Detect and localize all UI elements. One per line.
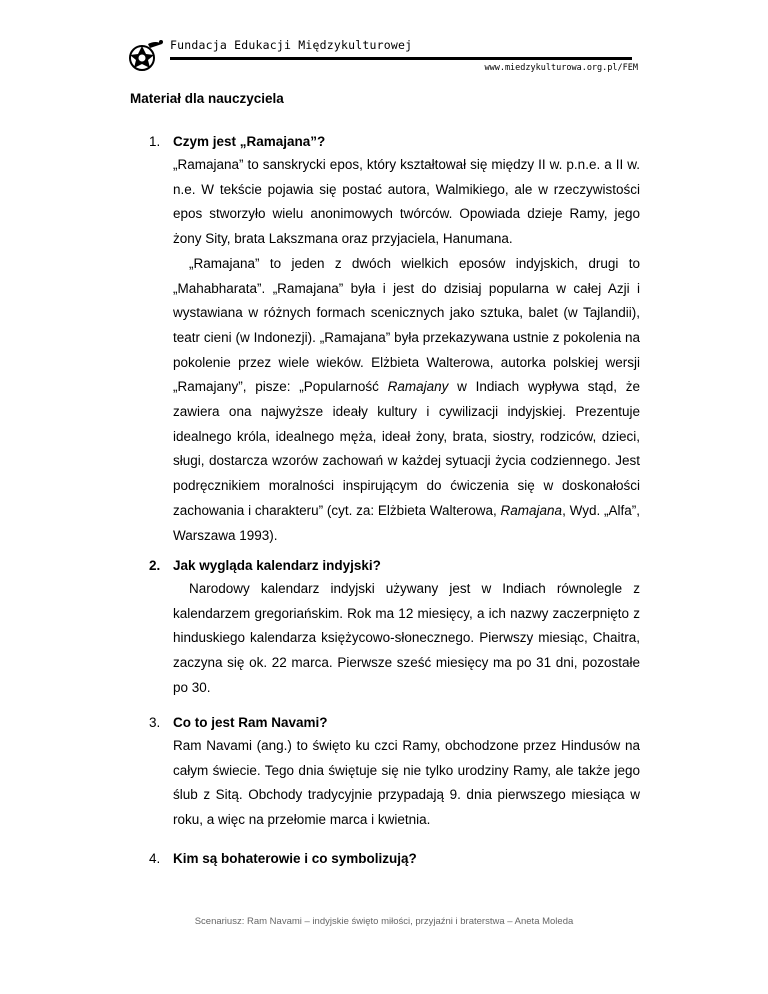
question-1: [149, 134, 325, 149]
document-title: Materiał dla nauczyciela: [130, 91, 284, 106]
question-text: Czym jest „Ramajana”?: [173, 134, 326, 149]
answer-2: [173, 577, 640, 701]
question-2: [149, 558, 381, 573]
header-divider: [170, 57, 632, 60]
organization-name: Fundacja Edukacji Międzykulturowej: [170, 38, 413, 52]
paragraph: „Ramajana” to sanskrycki epos, który kształtował się między II w. p.n.e. a II w. n.e. W tekście pojawia się postać autora, Walmikiego, ale w rzeczywistości epos stworzyło wielu anonimowych twórców. Opowiada dzieje Ramy, jego żony Sity, brata Lakszmana oraz przyjaciela, Hanumana.: [173, 157, 640, 247]
page-header: [120, 30, 640, 76]
question-text: Jak wygląda kalendarz indyjski?: [173, 558, 381, 573]
answer-1: [173, 153, 640, 548]
question-text: Co to jest Ram Navami?: [173, 715, 328, 730]
question-4: [149, 851, 417, 866]
question-number: 2.: [149, 558, 161, 573]
question-number: 1.: [149, 134, 161, 149]
answer-3: [173, 734, 640, 833]
question-3: [149, 715, 328, 730]
question-text: Kim są bohaterowie i co symbolizują?: [173, 851, 417, 866]
website-url: www.miedzykulturowa.org.pl/FEM: [484, 63, 638, 73]
foundation-logo-icon: [128, 38, 168, 74]
paragraph: Ram Navami (ang.) to święto ku czci Ramy, obchodzone przez Hindusów na całym świecie. Tego dnia świętuje się nie tylko urodziny Ramy, ale także jego ślub z Sitą. Obchody tradycyjnie przypadają 9. dnia pierwszego miesiąca w roku, a więc na przełomie marca i kwietnia.: [173, 738, 640, 828]
paragraph: „Ramajana” to jeden z dwóch wielkich eposów indyjskich, drugi to „Mahabharata”. „Ramajana” była i jest do dzisiaj popularna w całej Azji i wystawiana w różnych formach scenicznych jako sztuka, balet (w Tajlandii), teatr cieni (w Indonezji). „Ramajana” była przekazywana ustnie z pokolenia na pokolenie przez wiele wieków. Elżbieta Walterowa, autorka polskiej wersji „Ramajany”, pisze: „Popularność Ramajany w Indiach wypływa stąd, że zawiera ona najwyższe ideały kultury i cywilizacji indyjskiej. Prezentuje idealnego króla, idealnego męża, ideał żony, brata, siostry, rodziców, dzieci, sługi, dostarcza wzorów zachowań w każdej sytuacji życia codziennego. Jest podręcznikiem moralności inspirującym do ćwiczenia się w doskonałości zachowania i charakteru” (cyt. za: Elżbieta Walterowa, Ramajana, Wyd. „Alfa”, Warszawa 1993).: [173, 255, 640, 543]
question-number: 4.: [149, 851, 161, 866]
question-number: 3.: [149, 715, 161, 730]
page-footer: Scenariusz: Ram Navami – indyjskie święto miłości, przyjaźni i braterstwa – Aneta Moleda: [194, 916, 574, 927]
paragraph: Narodowy kalendarz indyjski używany jest w Indiach równolegle z kalendarzem gregoriańskim. Rok ma 12 miesięcy, a ich nazwy zaczerpnięto z hinduskiego kalendarza księżycowo-słonecznego. Pierwszy miesiąc, Chaitra, zaczyna się ok. 22 marca. Pierwsze sześć miesięcy ma po 31 dni, pozostałe po 30.: [173, 581, 640, 695]
